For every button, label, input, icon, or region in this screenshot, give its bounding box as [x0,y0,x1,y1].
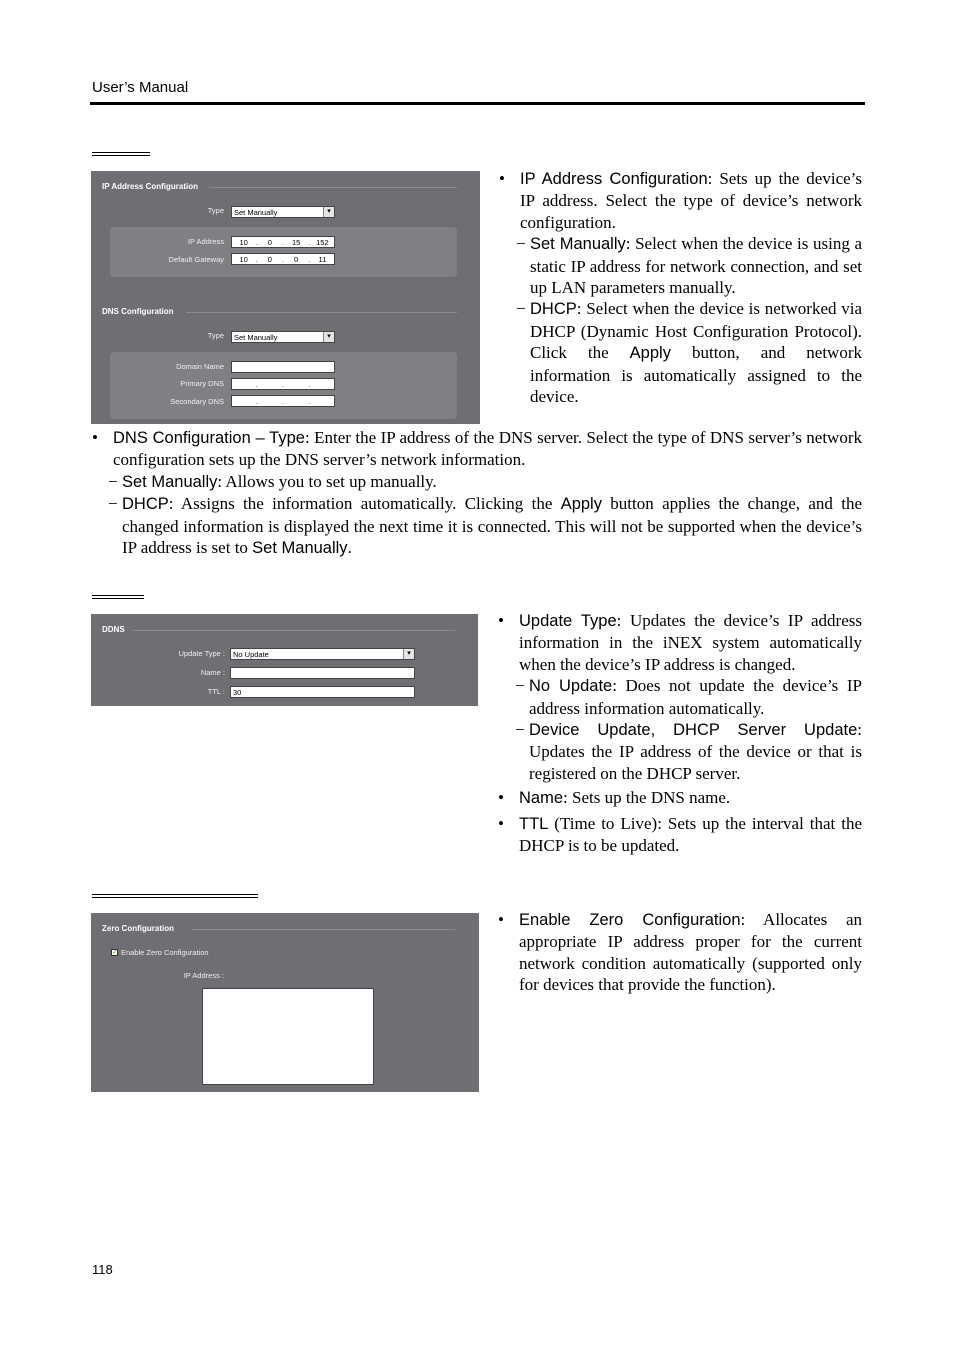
list-item [498,909,862,996]
desc: : Assigns the information automatically. Clicking the [168,494,561,514]
term: Apply [629,344,671,363]
desc: : Updates the device’s IP address information in the iNEX system automatically when the device’s IP address is changed. [519,611,862,674]
ddns-panel [91,614,478,706]
page-number: 118 [92,1262,113,1277]
desc: button applies the change, and the changed information is displayed the next time it is connected. This will not be supported when the device’s IP address is set to [122,494,862,558]
name-label: Name : [200,668,225,677]
desc: : Does not update the device’s IP address information automatically. [529,676,862,718]
desc: . [347,538,352,558]
dash: − [108,494,118,514]
zero-config-description [498,909,862,996]
term: TTL [519,814,549,833]
domain-name-label: Domain Name [176,362,224,371]
name-input[interactable] [230,667,415,679]
gateway-field[interactable] [231,253,335,265]
term: DHCP [530,300,577,319]
desc: : Enter the IP address of the DNS server. Select the type of DNS server’s network configuration sets up the DNS server’s network information. [113,428,862,470]
term: Apply [560,495,602,514]
list-item [498,610,862,675]
dot: . [308,238,311,247]
desc: (Time to Live): Sets up the interval that the DHCP is to be updated. [519,813,862,856]
ip-octet: 10 [239,238,248,247]
section-marker-zero [92,894,258,898]
dns-type-description [92,427,862,559]
divider [186,312,457,313]
dns-type-value: Set Manually [234,333,278,342]
term: DNS Configuration – Type [113,429,305,447]
dot: . [308,380,311,389]
desc: : Updates the IP address of the device or that is registered on the DHCP server. [529,720,862,783]
sub-item [516,233,862,298]
list-item [499,233,862,407]
header-rule [90,102,865,105]
desc: : Allows you to set up manually. [217,471,437,491]
enable-zero-label: Enable Zero Configuration [121,948,209,957]
term: Set Manually [122,472,218,491]
term: IP Address Configuration [520,170,708,188]
bullet: • [498,910,504,929]
chevron-down-icon: ▾ [403,649,414,659]
desc: button, and network information is automatically assigned to the device. [530,343,862,407]
ip-octet: 15 [291,238,301,247]
dns-type-label: Type [207,331,224,340]
ip-address-field[interactable] [231,236,335,248]
term: Name [519,789,564,808]
secondary-dns-label: Secondary DNS [170,397,224,406]
list-item [498,787,862,809]
desc: : Allocates an appropriate IP address proper for the current network condition automatically (supported only for devices that provide the function). [519,910,862,995]
dash: − [516,299,526,319]
bullet: • [499,169,505,188]
header-title: User’s Manual [92,79,189,96]
primary-dns-field[interactable] [231,378,335,390]
chevron-down-icon: ▾ [323,332,334,342]
update-type-select[interactable] [230,648,415,660]
ip-inset [110,227,457,277]
gateway-octet: 10 [239,255,248,264]
gateway-label: Default Gateway [168,255,224,264]
update-type-label: Update Type : [178,649,225,658]
sub-item [108,471,862,493]
dot: . [255,397,258,406]
secondary-dns-field[interactable] [231,395,335,407]
sub-item [516,298,862,407]
term: DHCP [122,495,169,514]
divider [191,929,455,930]
dot: . [281,238,285,247]
divider [133,630,455,631]
chevron-down-icon: ▾ [323,207,334,217]
bullet: • [498,813,504,833]
term: Device Update, DHCP Server Update [529,721,858,740]
ip-address-label: IP Address [187,237,224,246]
dot: . [255,255,258,264]
sub-list [92,471,862,560]
section-marker-ip [92,152,150,156]
desc: : Select when the device is using a static IP address for network connection, and set up LAN parameters manually. [530,234,862,298]
enable-zero-checkbox[interactable]: ✓ [112,949,118,956]
type-label: Type [207,206,224,215]
sub-item [515,675,862,719]
gateway-octet: 0 [294,255,299,264]
dash: − [516,234,526,254]
zero-ip-list[interactable] [202,988,374,1085]
ip-config-panel [91,171,480,424]
sub-list [498,675,862,784]
desc: : Select when the device is networked via DHCP (Dynamic Host Configuration Protocol). Click the [530,299,862,363]
sub-item [515,719,862,784]
dash: − [515,720,525,740]
dot: . [308,397,311,406]
dot: . [281,380,285,389]
list-item [92,427,862,471]
ttl-input[interactable]: 30 [230,686,415,698]
dot: . [281,255,285,264]
bullet: • [498,611,504,630]
zero-config-panel [91,913,479,1092]
ttl-label: TTL : [207,687,225,696]
ip-type-value: Set Manually [234,208,278,217]
dash: − [108,471,118,491]
bullet: • [498,788,504,808]
ip-type-select[interactable] [231,206,335,218]
term: Enable Zero Configuration [519,911,741,929]
zero-ip-label: IP Address : [183,971,224,980]
sub-item [108,493,862,559]
dot: . [255,238,258,247]
dash: − [515,676,525,696]
domain-name-input[interactable] [231,361,335,373]
gateway-octet: 0 [267,255,272,264]
update-type-value: No Update [233,650,269,659]
zero-config-title: Zero Configuration [102,924,174,933]
desc: : Sets up the device’s IP address. Select the type of device’s network configuration. [520,169,862,232]
term: Set Manually [530,235,626,254]
gateway-octet: 11 [318,255,327,264]
bullet: • [92,428,98,447]
dot: . [281,397,285,406]
ip-config-title: IP Address Configuration [102,182,199,191]
ip-octet: 152 [316,238,329,247]
term: Update Type [519,612,617,630]
ip-config-description [499,168,862,407]
term: No Update [529,677,613,696]
primary-dns-label: Primary DNS [180,379,224,388]
dns-config-title: DNS Configuration [102,307,174,316]
term: Set Manually [252,539,348,558]
ddns-title: DDNS [102,625,125,634]
list-item [499,168,862,233]
ip-octet: 0 [267,238,272,247]
divider [209,187,457,188]
ddns-description [498,610,862,856]
list-item [498,813,862,857]
dot: . [255,380,258,389]
section-marker-ddns [92,595,144,599]
dns-type-select[interactable] [231,331,335,343]
desc: : Sets up the DNS name. [563,788,731,808]
dot: . [308,255,311,264]
